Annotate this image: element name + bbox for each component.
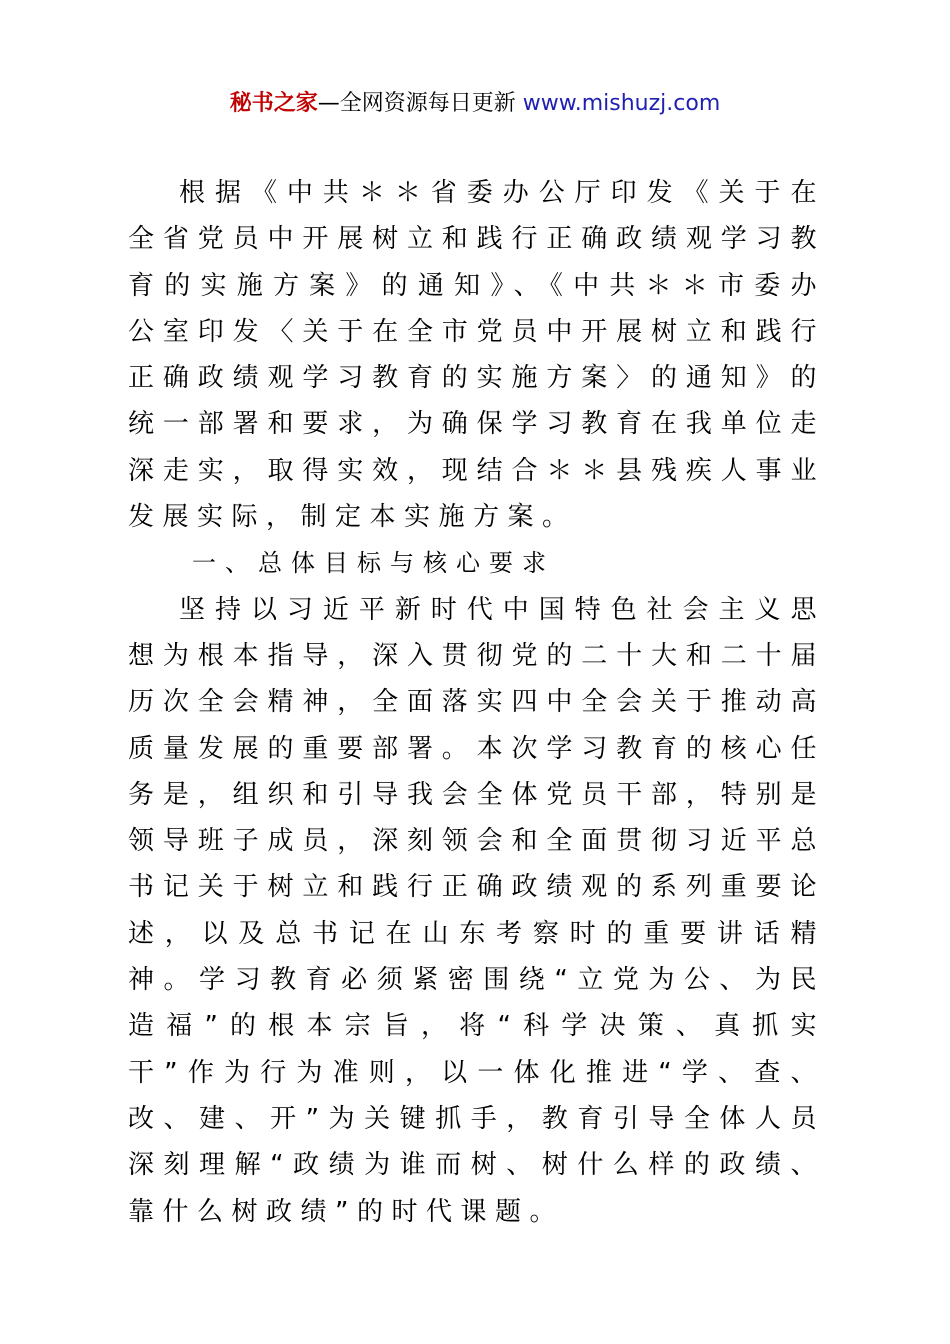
brand-name: 秘书之家 <box>229 91 318 116</box>
header-tagline: —全网资源每日更新 <box>317 91 516 116</box>
intro-paragraph: 根据《中共＊＊省委办公厅印发《关于在全省党员中开展树立和践行正确政绩观学习教育的实施方案》的通知》、《中共＊＊市委办公室印发〈关于在全市党员中开展树立和践行正确政绩观学习教育的实施方案〉的通知》的统一部署和要求，为确保学习教育在我单位走深走实，取得实效，现结合＊＊县残疾人事业发展实际，制定本实施方案。 <box>128 178 825 533</box>
section-heading: 一、总体目标与核心要求 <box>192 549 555 578</box>
section-paragraph: 坚持以习近平新时代中国特色社会主义思想为根本指导，深入贯彻党的二十大和二十届历次全会精神，全面落实四中全会关于推动高质量发展的重要部署。本次学习教育的核心任务是，组织和引导我会全体党员干部，特别是领导班子成员，深刻领会和全面贯彻习近平总书记关于树立和践行正确政绩观的系列重要论述，以及总书记在山东考察时的重要讲话精神。学习教育必须紧密围绕“立党为公、为民造福”的根本宗旨，将“科学决策、真抓实干”作为行为准则，以一体化推进“学、查、改、建、开”为关键抓手，教育引导全体人员深刻理解“政绩为谁而树、树什么样的政绩、靠什么树政绩”的时代课题。 <box>128 594 825 1227</box>
header-url-link[interactable]: www.mishuzj.com <box>522 91 721 116</box>
document-header <box>0 86 950 122</box>
document-body <box>128 170 825 1235</box>
